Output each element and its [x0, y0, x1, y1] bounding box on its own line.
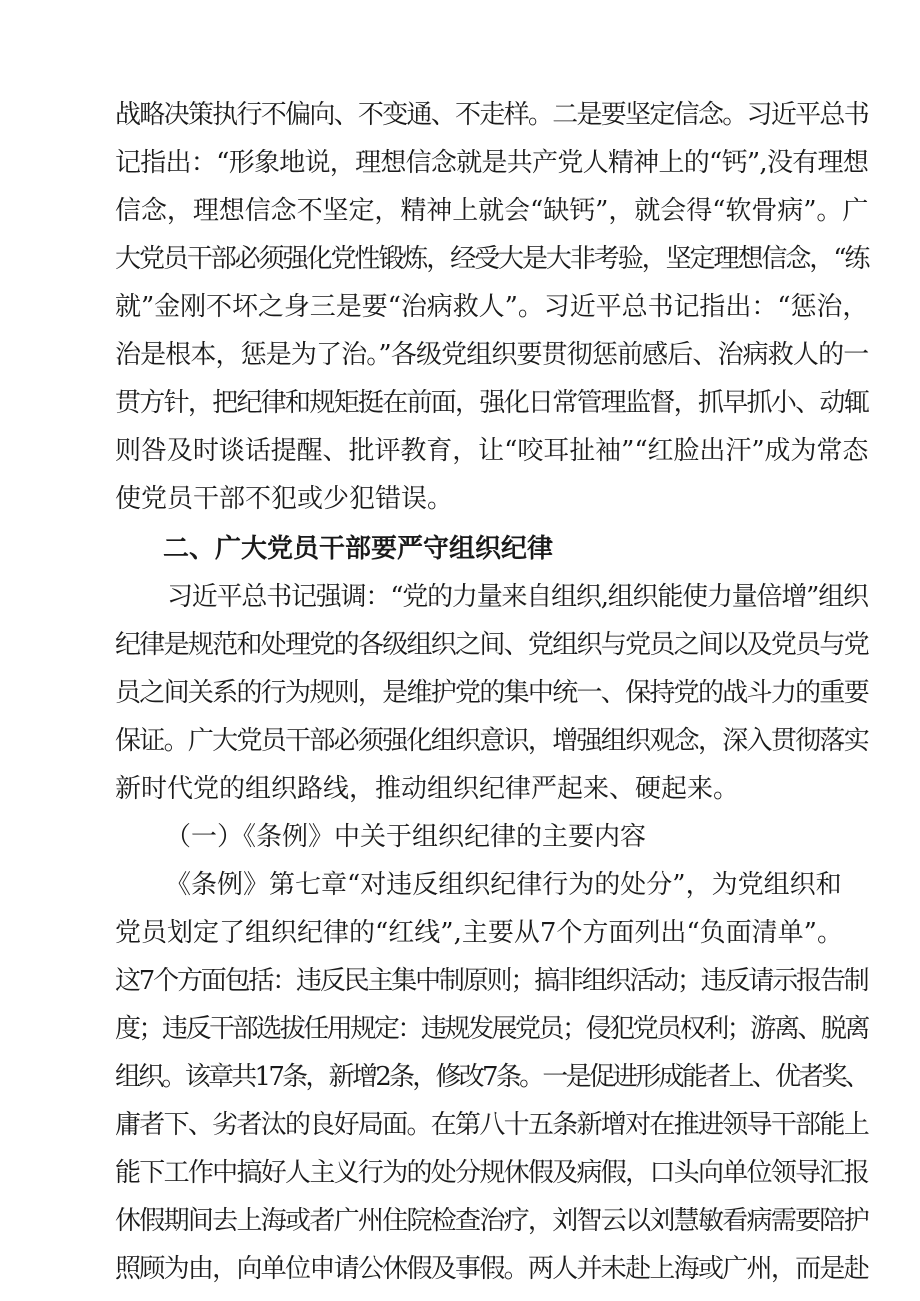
text-line: 休假期间去上海或者广州住院检查治疗，刘智云以刘慧敏看病需要陪护	[115, 1206, 868, 1236]
text-line: 治是根本，惩是为了治。”各级党组织要贯彻惩前感后、治病救人的一	[115, 340, 869, 370]
text-line: 则咎及时谈话提醒、批评教育，让“咬耳扯袖”“红脸出汗”成为常态	[115, 436, 869, 466]
text-line: 庸者下、劣者汰的良好局面。在第八十五条新增对在推进领导干部能上	[115, 1110, 868, 1140]
text-line: 能下工作中搞好人主义行为的处分规休假及病假，口头向单位领导汇报	[115, 1158, 868, 1188]
text-line: 战略决策执行不偏向、不变通、不走样。二是要坚定信念。习近平总书	[115, 100, 868, 130]
text-line: 习近平总书记强调：“党的力量来自组织,组织能使力量倍增”组织	[167, 582, 868, 612]
text-line: 就”金刚不坏之身三是要“治病救人”。习近平总书记指出：“惩治，	[115, 292, 869, 322]
text-line: 保证。广大党员干部必须强化组织意识，增强组织观念，深入贯彻落实	[115, 726, 868, 756]
text-line: 使党员干部不犯或少犯错误。	[115, 484, 454, 514]
text-line: 纪律是规范和处理党的各级组织之间、党组织与党员之间以及党员与党	[115, 630, 868, 660]
text-line: 组织。该章共17条，新增2条，修改7条。一是促进形成能者上、优者奖、	[115, 1062, 869, 1092]
text-line: 度；违反干部选拔任用规定：违规发展党员；侵犯党员权利；游离、脱离	[115, 1014, 868, 1044]
text-line: 员之间关系的行为规则，是维护党的集中统一、保持党的战斗力的重要	[115, 678, 868, 708]
text-line: 这7个方面包括：违反民主集中制原则；搞非组织活动；违反请示报告制	[115, 966, 868, 996]
section-heading: 二、广大党员干部要严守组织纪律	[163, 534, 554, 564]
text-line: 记指出：“形象地说，理想信念就是共产党人精神上的“钙”,没有理想	[115, 148, 869, 178]
text-line: 信念，理想信念不坚定，精神上就会“缺钙”，就会得“软骨病”。广	[115, 196, 869, 226]
text-line: 《条例》第七章“对违反组织纪律行为的处分”，为党组织和	[165, 870, 842, 900]
subsection-heading: （一）《条例》中关于组织纪律的主要内容	[165, 822, 647, 852]
text-line: 党员划定了组织纪律的“红线”,主要从7个方面列出“负面清单”。	[115, 918, 843, 948]
text-line: 贯方针，把纪律和规矩挺在前面，强化日常管理监督，抓早抓小、动辄	[115, 388, 868, 418]
text-line: 大党员干部必须强化党性锻炼，经受大是大非考验，坚定理想信念，“练	[115, 244, 869, 274]
text-line: 新时代党的组织路线，推动组织纪律严起来、硬起来。	[115, 774, 740, 804]
text-line: 照顾为由，向单位申请公休假及事假。两人并未赴上海或广州，而是赴	[115, 1254, 868, 1284]
